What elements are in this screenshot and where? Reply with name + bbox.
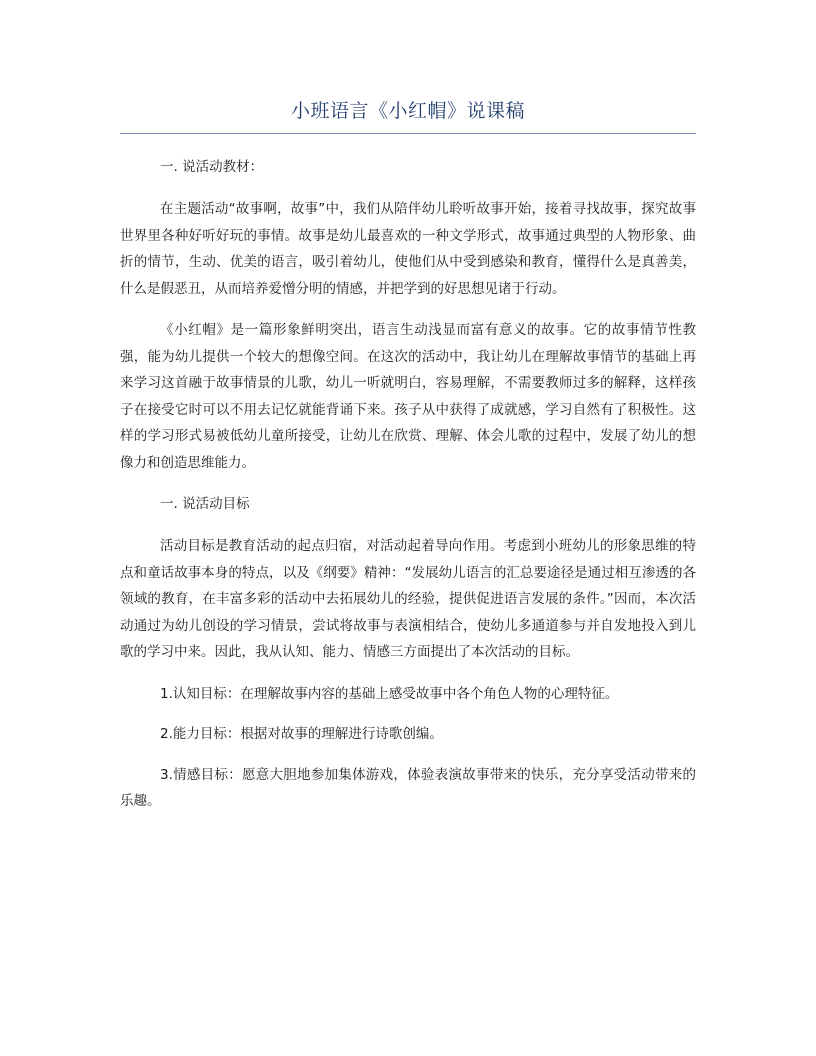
goal-ability: 2.能力目标：根据对故事的理解进行诗歌创编。	[160, 726, 443, 742]
title-divider	[120, 133, 696, 134]
paragraph-goals-intro: 活动目标是教育活动的起点归宿，对活动起着导向作用。考虑到小班幼儿的形象思维的特点和童话故事本身的特点，以及《纲要》精神：“发展幼儿语言的汇总要途径是通过相互渗透的各领域的教育，在丰富多彩的活动中去拓展幼儿的经验，提供促进语言发展的条件。”因而，本次活动通过为幼儿创设的学习情景，尝试将故事与表演相结合，使幼儿多通道参与并自发地投入到儿歌的学习中来。因此，我从认知、能力、情感三方面提出了本次活动的目标。	[120, 538, 696, 660]
goal-emotion: 3.情感目标：愿意大胆地参加集体游戏，体验表演故事带来的快乐，充分享受活动带来的乐趣。	[120, 766, 696, 809]
paragraph-little-red-riding-hood: 《小红帽》是一篇形象鲜明突出，语言生动浅显而富有意义的故事。它的故事情节性教强，能为幼儿提供一个较大的想像空间。在这次的活动中，我让幼儿在理解故事情节的基础上再来学习这首融于故事情景的儿歌，幼儿一听就明白，容易理解，不需要教师过多的解释，这样孩子在接受它时可以不用去记忆就能背诵下来。孩子从中获得了成就感，学习自然有了积极性。这样的学习形式易被低幼儿童所接受，让幼儿在欣赏、理解、体会儿歌的过程中，发展了幼儿的想像力和创造思维能力。	[120, 322, 696, 471]
document-body	[120, 154, 696, 829]
paragraph-story-theme: 在主题活动“故事啊，故事”中，我们从陪伴幼儿聆听故事开始，接着寻找故事，探究故事世界里各种好听好玩的事情。故事是幼儿最喜欢的一种文学形式，故事通过典型的人物形象、曲折的情节，生动、优美的语言，吸引着幼儿，使他们从中受到感染和教育，懂得什么是真善美，什么是假恶丑，从而培养爱憎分明的情感，并把学到的好思想见诸于行动。	[120, 201, 696, 297]
section-heading-goals: 一. 说活动目标	[160, 496, 250, 512]
section-heading-materials: 一. 说活动教材：	[160, 159, 264, 175]
document-title: 小班语言《小红帽》说课稿	[290, 100, 525, 122]
goal-cognitive: 1.认知目标：在理解故事内容的基础上感受故事中各个角色人物的心理特征。	[160, 685, 619, 702]
